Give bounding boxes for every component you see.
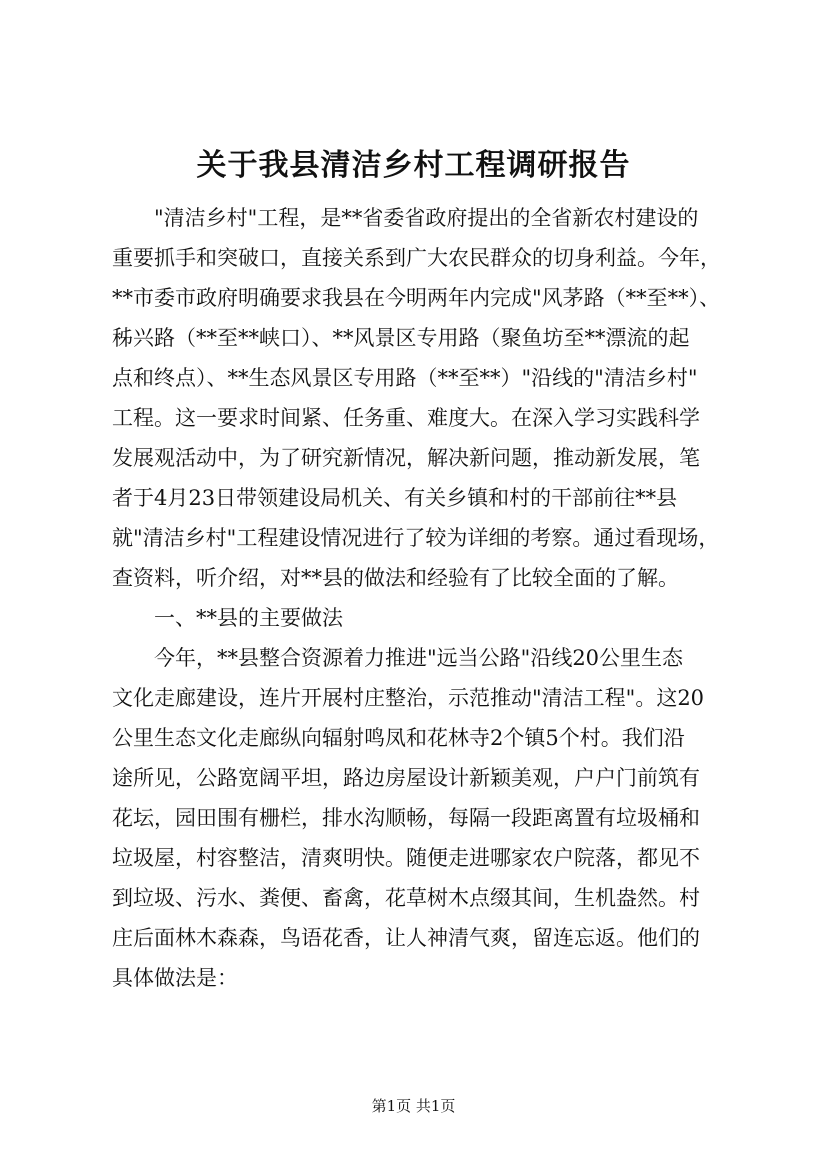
paragraph-line: 查资料，听介绍，对**县的做法和经验有了比较全面的了解。	[112, 566, 679, 590]
paragraph-line: 具体做法是：	[112, 966, 238, 990]
paragraph-line: 花坛，园田围有栅栏，排水沟顺畅，每隔一段距离置有垃圾桶和	[112, 806, 700, 830]
paragraph-line: 就"清洁乡村"工程建设情况进行了较为详细的考察。通过看现场，	[112, 526, 720, 550]
paragraph-line: 点和终点）、**生态风景区专用路（**至**）"沿线的"清洁乡村"	[112, 366, 698, 390]
paragraph-line: 工程。这一要求时间紧、任务重、难度大。在深入学习实践科学	[112, 406, 700, 430]
paragraph-line: 庄后面林木森森，鸟语花香，让人神清气爽，留连忘返。他们的	[112, 926, 700, 950]
paragraph-line: 今年，**县整合资源着力推进"远当公路"沿线20公里生态	[154, 646, 684, 670]
paragraph-line: "清洁乡村"工程，是**省委省政府提出的全省新农村建设的	[154, 206, 699, 230]
document-title: 关于我县清洁乡村工程调研报告	[196, 148, 631, 183]
paragraph-line: 秭兴路（**至**峡口）、**风景区专用路（聚鱼坊至**漂流的起	[112, 326, 690, 350]
document-body	[112, 198, 724, 998]
paragraph-line: 到垃圾、污水、粪便、畜禽，花草树木点缀其间，生机盎然。村	[112, 886, 700, 910]
paragraph-line: 文化走廊建设，连片开展村庄整治，示范推动"清洁工程"。这20	[112, 686, 705, 710]
paragraph-line: 发展观活动中，为了研究新情况，解决新问题，推动新发展，笔	[112, 446, 700, 470]
paragraph-line: 公里生态文化走廊纵向辐射鸣凤和花林寺2个镇5个村。我们沿	[112, 726, 685, 750]
paragraph-line: 途所见，公路宽阔平坦，路边房屋设计新颖美观，户户门前筑有	[112, 766, 700, 790]
paragraph-line: 者于4月23日带领建设局机关、有关乡镇和村的干部前往**县	[112, 486, 678, 510]
paragraph-line: **市委市政府明确要求我县在今明两年内完成"风茅路（**至**）、	[112, 286, 721, 310]
section-heading: 一、**县的主要做法	[154, 606, 343, 630]
page-footer: 第1页 共1页	[371, 1097, 456, 1115]
paragraph-line: 垃圾屋，村容整洁，清爽明快。随便走进哪家农户院落，都见不	[112, 846, 700, 870]
paragraph-line: 重要抓手和突破口，直接关系到广大农民群众的切身利益。今年，	[112, 246, 721, 270]
